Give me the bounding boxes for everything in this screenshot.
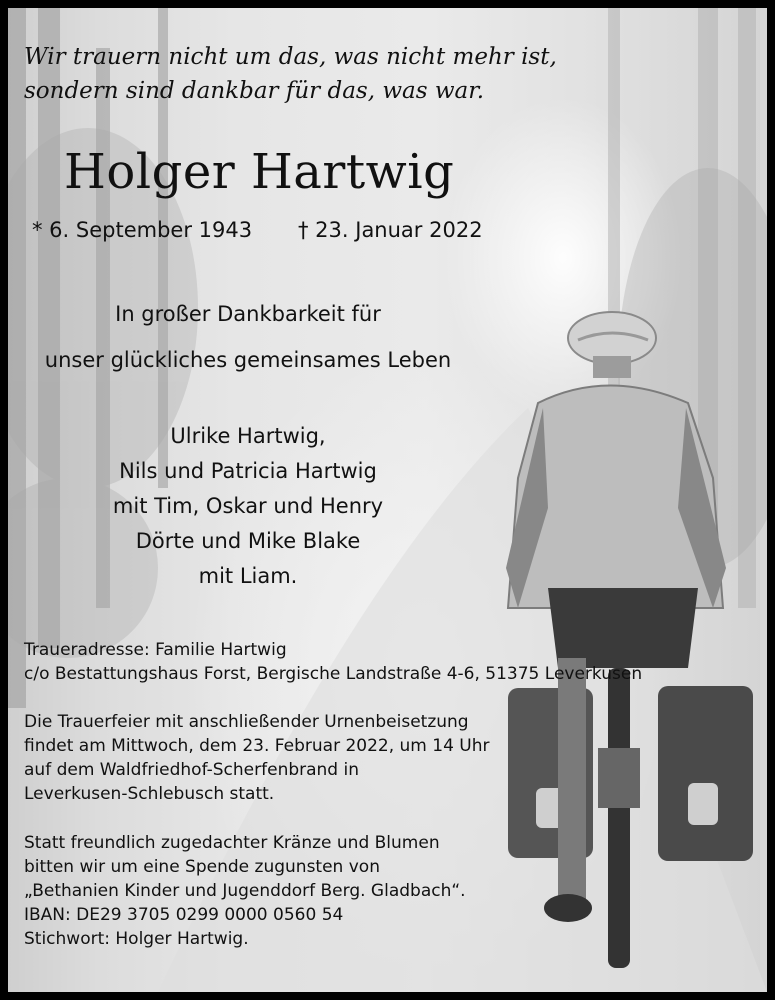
deceased-name: Holger Hartwig xyxy=(64,144,455,200)
birth-date: * 6. September 1943 xyxy=(32,218,253,242)
mourner-line-5: mit Liam. xyxy=(198,564,298,588)
address-line-1: Traueradresse: Familie Hartwig xyxy=(24,640,287,660)
donation-line-1: Statt freundlich zugedachter Kränze und Blumen xyxy=(24,833,440,853)
quote-line-1: Wir trauern nicht um das, was nicht mehr ist, xyxy=(24,44,557,70)
mourner-line-4: Dörte und Mike Blake xyxy=(135,529,361,553)
gratitude-line-1: In großer Dankbarkeit für xyxy=(115,302,381,326)
obituary-card xyxy=(8,8,767,992)
gratitude-line-2: unser glückliches gemeinsames Leben xyxy=(44,348,452,372)
donation-line-2: bitten wir um eine Spende zugunsten von xyxy=(24,857,380,877)
mourner-line-1: Ulrike Hartwig, xyxy=(170,424,326,448)
death-date: † 23. Januar 2022 xyxy=(298,218,483,242)
keyword: Stichwort: Holger Hartwig. xyxy=(24,929,249,949)
mourner-line-2: Nils und Patricia Hartwig xyxy=(119,459,377,483)
quote-line-2: sondern sind dankbar für das, was war. xyxy=(24,78,485,104)
ceremony-line-4: Leverkusen-Schlebusch statt. xyxy=(24,784,275,804)
ceremony-line-1: Die Trauerfeier mit anschließender Urnenbeisetzung xyxy=(24,712,469,732)
donation-line-3: „Bethanien Kinder und Jugenddorf Berg. Gladbach“. xyxy=(24,881,466,901)
ceremony-line-2: findet am Mittwoch, dem 23. Februar 2022, um 14 Uhr xyxy=(24,736,490,756)
address-line-2: c/o Bestattungshaus Forst, Bergische Landstraße 4-6, 51375 Leverkusen xyxy=(24,664,643,684)
iban: IBAN: DE29 3705 0299 0000 0560 54 xyxy=(24,905,344,925)
ceremony-line-3: auf dem Waldfriedhof-Scherfenbrand in xyxy=(24,760,360,780)
mourner-line-3: mit Tim, Oskar und Henry xyxy=(112,494,384,518)
